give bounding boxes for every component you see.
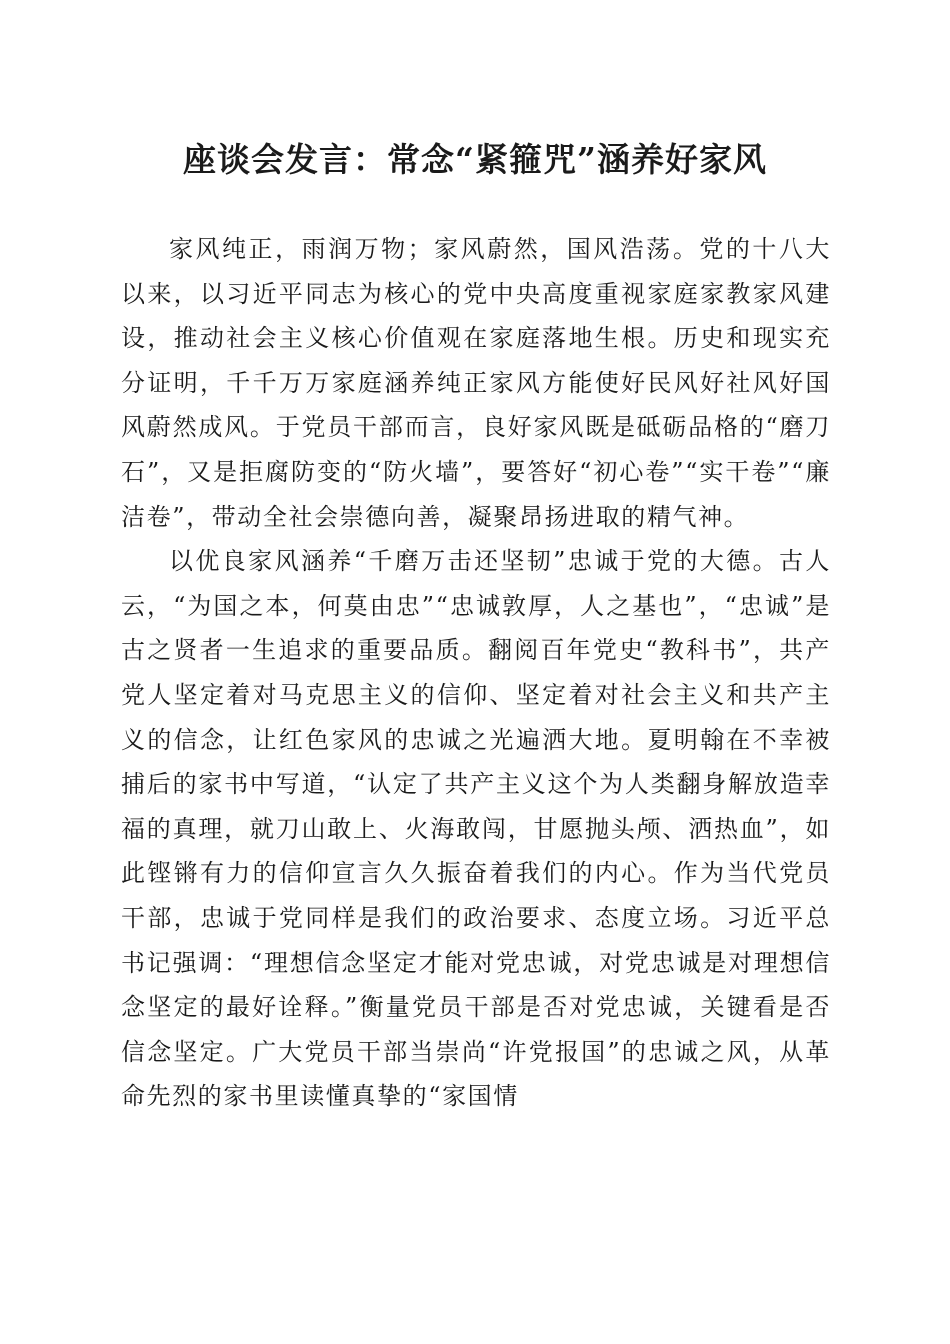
paragraph-1: 家风纯正，雨润万物；家风蔚然，国风浩荡。党的十八大以来，以习近平同志为核心的党中央高度重视家庭家教家风建设，推动社会主义核心价值观在家庭落地生根。历史和现实充分证明，千千万万家庭涵养纯正家风方能使好民风好社风好国风蔚然成风。于党员干部而言，良好家风既是砥砺品格的“磨刀石”，又是拒腐防变的“防火墙”，要答好“初心卷”“实干卷”“廉洁卷”，带动全社会崇德向善，凝聚昂扬进取的精气神。: [121, 235, 831, 531]
document-title: 座谈会发言：常念“紧箍咒”涵养好家风: [183, 140, 767, 179]
document-body: [121, 227, 831, 1119]
paragraph-2: 以优良家风涵养“千磨万击还坚韧”忠诚于党的大德。古人云，“为国之本，何莫由忠”“忠诚敦厚，人之基也”，“忠诚”是古之贤者一生追求的重要品质。翻阅百年党史“教科书”，共产党人坚定着对马克思主义的信仰、坚定着对社会主义和共产主义的信念，让红色家风的忠诚之光遍洒大地。夏明翰在不幸被捕后的家书中写道，“认定了共产主义这个为人类翻身解放造幸福的真理，就刀山敢上、火海敢闯，甘愿抛头颅、洒热血”，如此铿锵有力的信仰宣言久久振奋着我们的内心。作为当代党员干部，忠诚于党同样是我们的政治要求、态度立场。习近平总书记强调：“理想信念坚定才能对党忠诚，对党忠诚是对理想信念坚定的最好诠释。”衡量党员干部是否对党忠诚，关键看是否信念坚定。广大党员干部当崇尚“许党报国”的忠诚之风，从革命先烈的家书里读懂真挚的“家国情: [121, 547, 831, 1111]
